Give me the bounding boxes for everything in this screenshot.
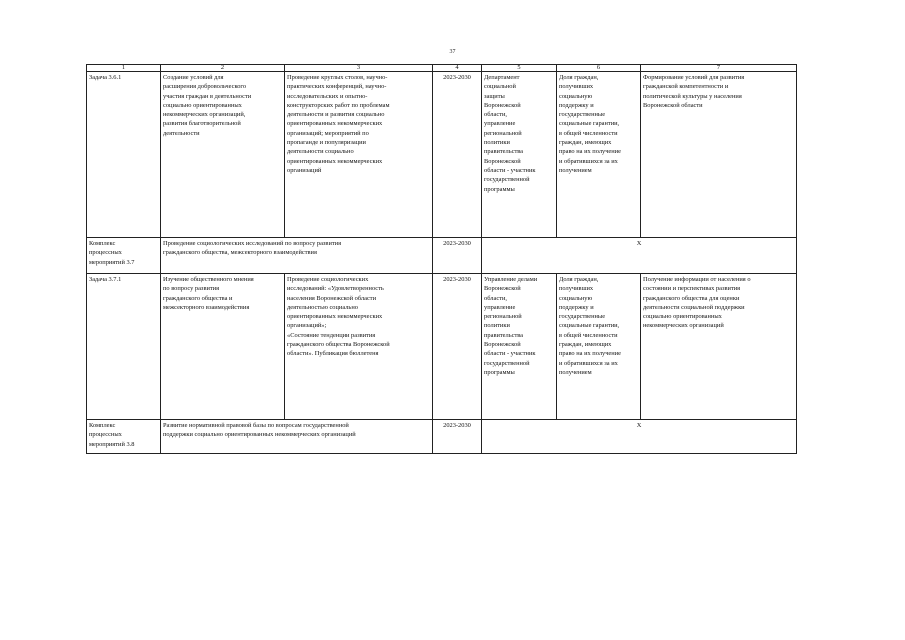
- task-years: 2023-2030: [433, 72, 482, 238]
- complex-x-mark: X: [482, 420, 797, 454]
- task-beneficiaries: Доля граждан, получивших социальную поддержку и государственные социальные гарантии, в общей численности граждан, имеющих право на их получение и обратившихся за их получением: [557, 72, 641, 238]
- task-description: Создание условий для расширения добровольческого участия граждан в деятельности социально ориентированных некоммерческих организаций, развития благотворительной деятельности: [161, 72, 285, 238]
- header-col-3: 3: [285, 65, 433, 72]
- complex-years: 2023-2030: [433, 420, 482, 454]
- task-measures: Проведение социологических исследований: «Удовлетворенность населения Воронежской области деятельностью социально ориентированных некоммерческих организаций»; «Состояние тенденции развития гражданского общества Воронежской области». Публикация бюллетеня: [285, 274, 433, 420]
- header-col-2: 2: [161, 65, 285, 72]
- complex-title: Развитие нормативной правовой базы по вопросам государственной поддержки социально ориентированных некоммерческих организаций: [161, 420, 433, 454]
- task-result: Формирование условий для развития гражданской компетентности и политической культуры у населения Воронежской области: [641, 72, 797, 238]
- task-executor: Департамент социальной защиты Воронежской области, управление региональной политики правительства Воронежской области - участник государственной программы: [482, 72, 557, 238]
- header-row: [87, 65, 797, 72]
- task-beneficiaries: Доля граждан, получивших социальную поддержку и государственные социальные гарантии, в общей численности граждан, имеющих право на их получение и обратившихся за их получением: [557, 274, 641, 420]
- complex-code: Комплекс процессных мероприятий 3.8: [87, 420, 161, 454]
- task-measures: Проведение круглых столов, научно- практических конференций, научно- исследовательских и опытно- конструкторских работ по проблемам деятельности и развития социально ориентированных некоммерческих организаций; мероприятий по пропаганде и популяризации деятельности социально ориентированных некоммерческих организаций: [285, 72, 433, 238]
- page-number: 37: [449, 49, 456, 55]
- task-result: Получение информации от населения о состоянии и перспективах развития гражданского общества для оценки деятельности социальной поддержки социально ориентированных некоммерческих организаций: [641, 274, 797, 420]
- task-row-3-7-1: [87, 274, 797, 420]
- task-row-3-6-1: [87, 72, 797, 238]
- task-description: Изучение общественного мнения по вопросу развития гражданского общества и межсекторного взаимодействия: [161, 274, 285, 420]
- complex-title: Проведение социологических исследований по вопросу развития гражданского общества, межсекторного взаимодействия: [161, 238, 433, 274]
- header-col-7: 7: [641, 65, 797, 72]
- complex-x-mark: X: [482, 238, 797, 274]
- complex-row-3-7: [87, 238, 797, 274]
- header-col-6: 6: [557, 65, 641, 72]
- complex-row-3-8: [87, 420, 797, 454]
- complex-years: 2023-2030: [433, 238, 482, 274]
- task-executor: Управление делами Воронежской области, управление региональной политики правительства Воронежской области - участник государственной программы: [482, 274, 557, 420]
- header-col-4: 4: [433, 65, 482, 72]
- complex-code: Комплекс процессных мероприятий 3.7: [87, 238, 161, 274]
- header-col-5: 5: [482, 65, 557, 72]
- task-code: Задача 3.6.1: [87, 72, 161, 238]
- program-table: [86, 64, 797, 454]
- task-code: Задача 3.7.1: [87, 274, 161, 420]
- header-col-1: 1: [87, 65, 161, 72]
- task-years: 2023-2030: [433, 274, 482, 420]
